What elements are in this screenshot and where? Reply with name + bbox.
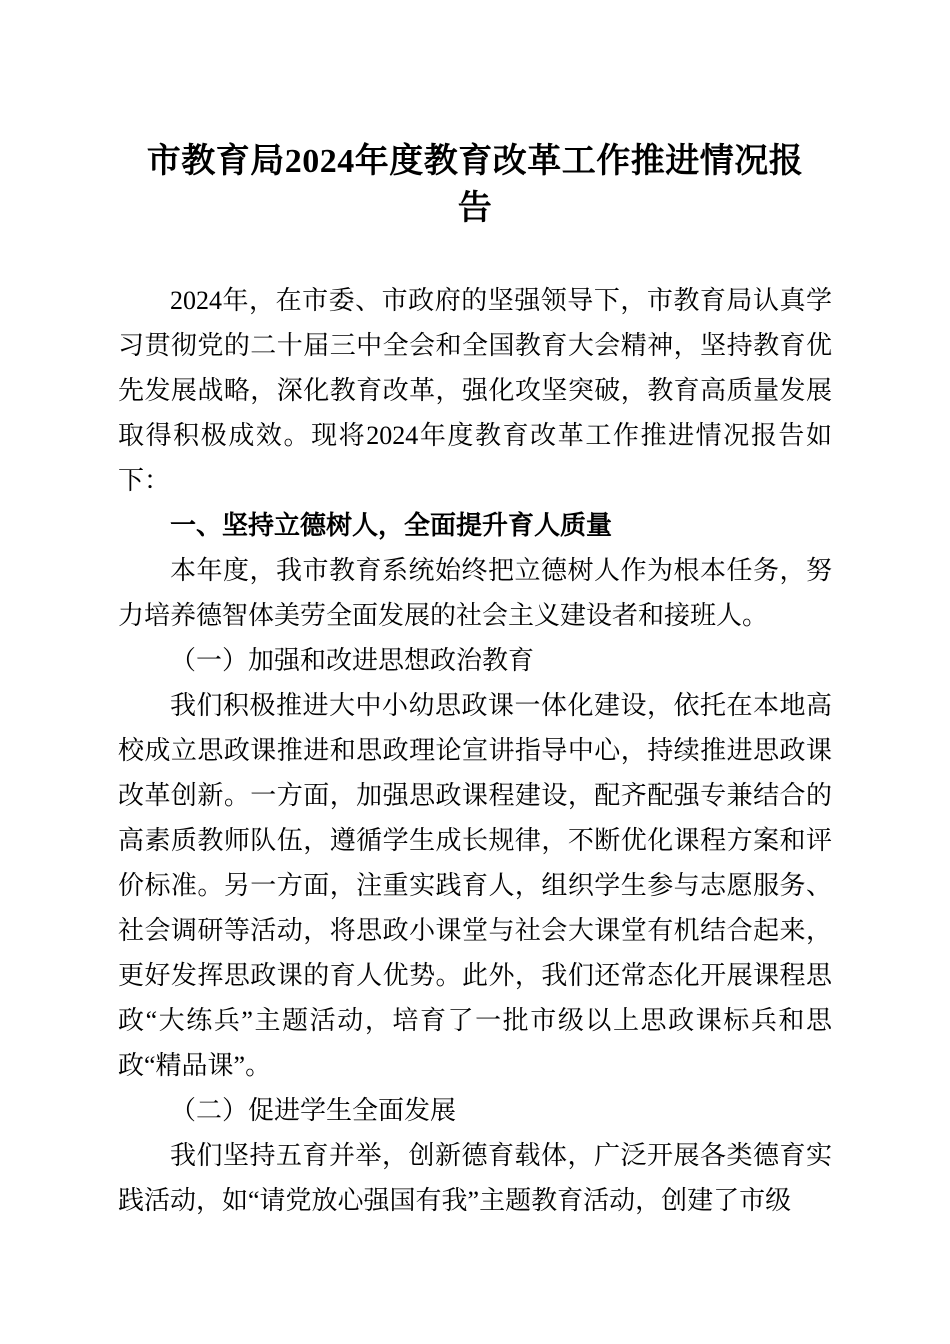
paragraph-section1-lead: 本年度，我市教育系统始终把立德树人作为根本任务，努力培养德智体美劳全面发展的社会主义建设者和接班人。 (118, 556, 832, 630)
section-heading-1: 一、坚持立德树人，全面提升育人质量 (170, 510, 613, 540)
subsection-heading-1-1: （一）加强和改进思想政治教育 (170, 646, 535, 675)
document-title: 市教育局2024年度教育改革工作推进情况报告 (146, 143, 804, 227)
paragraph-subsection1-1: 我们积极推进大中小幼思政课一体化建设，依托在本地高校成立思政课推进和思政理论宣讲指导中心，持续推进思政课改革创新。一方面，加强思政课程建设，配齐配强专兼结合的高素质教师队伍，遵循学生成长规律，不断优化课程方案和评价标准。另一方面，注重实践育人，组织学生参与志愿服务、社会调研等活动，将思政小课堂与社会大课堂有机结合起来，更好发挥思政课的育人优势。此外，我们还常态化开展课程思政“大练兵”主题活动，培育了一批市级以上思政课标兵和思政“精品课”。 (118, 691, 832, 1080)
paragraph-intro: 2024年，在市委、市政府的坚强领导下，市教育局认真学习贯彻党的二十届三中全会和全国教育大会精神，坚持教育优先发展战略，深化教育改革，强化攻坚突破，教育高质量发展取得积极成效。现将2024年度教育改革工作推进情况报告如下： (118, 286, 832, 495)
paragraph-subsection1-2: 我们坚持五育并举，创新德育载体，广泛开展各类德育实践活动，如“请党放心强国有我”主题教育活动，创建了市级 (118, 1141, 832, 1215)
subsection-heading-1-2: （二）促进学生全面发展 (170, 1096, 457, 1125)
